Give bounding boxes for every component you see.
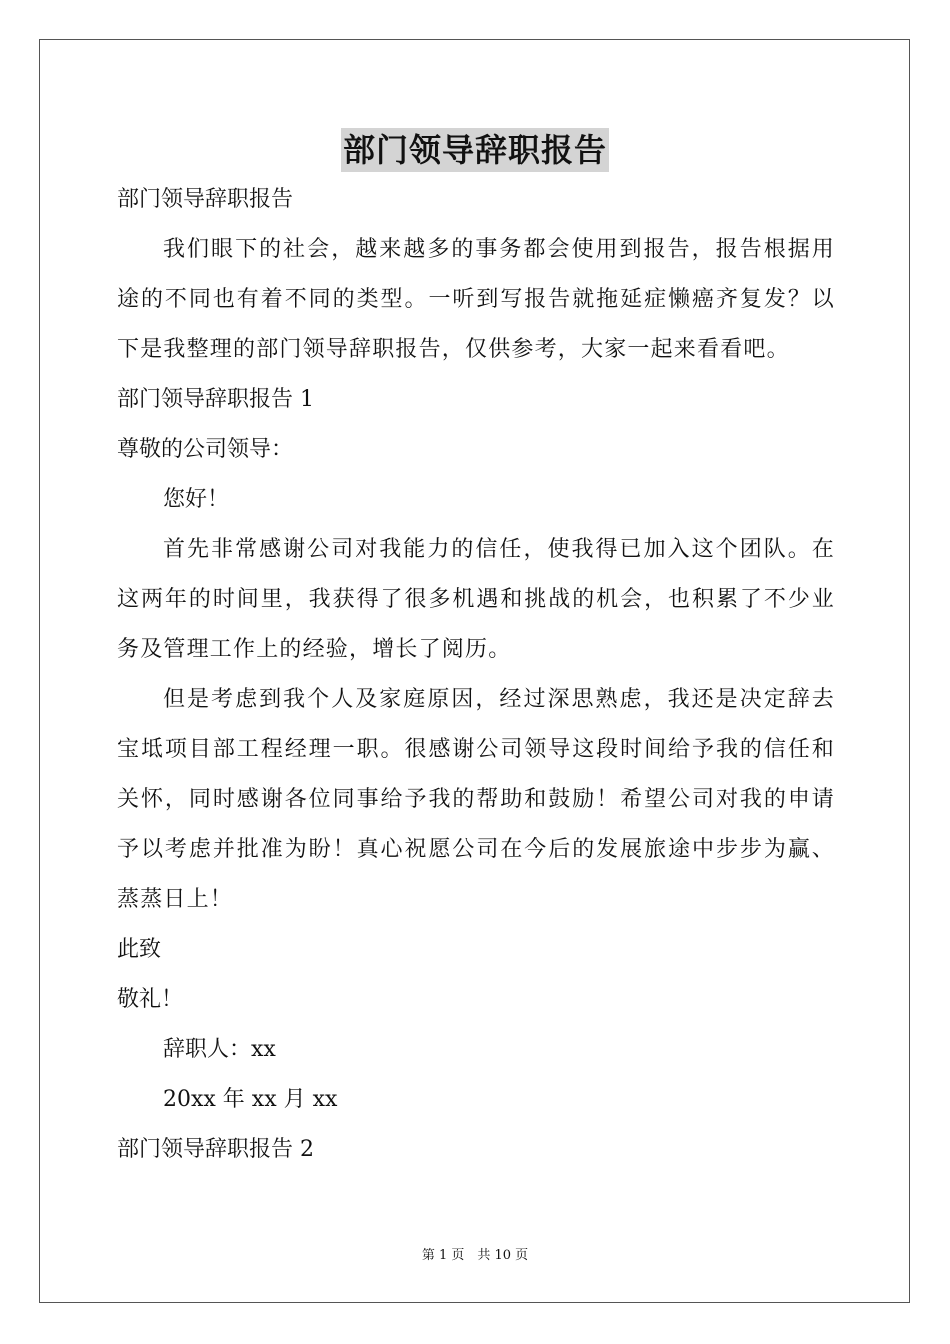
greeting: 您好！ <box>163 487 230 512</box>
intro-paragraph: 我们眼下的社会，越来越多的事务都会使用到报告，报告根据用途的不同也有着不同的类型。一听到写报告就拖延症懒癌齐复发？以下是我整理的部门领导辞职报告，仅供参考，大家一起来看看吧。 <box>117 237 835 362</box>
signature-date: 20xx 年 xx 月 xx <box>163 1087 338 1112</box>
salutation: 尊敬的公司领导： <box>117 437 294 462</box>
body-paragraph-2: 但是考虑到我个人及家庭原因，经过深思熟虑，我还是决定辞去宝坻项目部工程经理一职。很感谢公司领导这段时间给予我的信任和关怀，同时感谢各位同事给予我的帮助和鼓励！希望公司对我的申请予以考虑并批准为盼！真心祝愿公司在今后的发展旅途中步步为赢、蒸蒸日上！ <box>117 687 835 912</box>
document-body <box>117 175 835 1175</box>
page-footer: 第 1 页 共 10 页 <box>421 1248 529 1263</box>
closing-line-2: 敬礼！ <box>117 987 184 1012</box>
closing-line-1: 此致 <box>117 937 162 962</box>
signature-name: 辞职人：xx <box>163 1037 276 1062</box>
document-title: 部门领导辞职报告 <box>341 128 609 172</box>
body-paragraph-1: 首先非常感谢公司对我能力的信任，使我得已加入这个团队。在这两年的时间里，我获得了很多机遇和挑战的机会，也积累了不少业务及管理工作上的经验，增长了阅历。 <box>117 537 835 662</box>
title-wrapper <box>0 128 950 172</box>
section-heading-2: 部门领导辞职报告 2 <box>117 1137 314 1162</box>
subtitle-line: 部门领导辞职报告 <box>117 187 294 212</box>
section-heading-1: 部门领导辞职报告 1 <box>117 387 314 412</box>
